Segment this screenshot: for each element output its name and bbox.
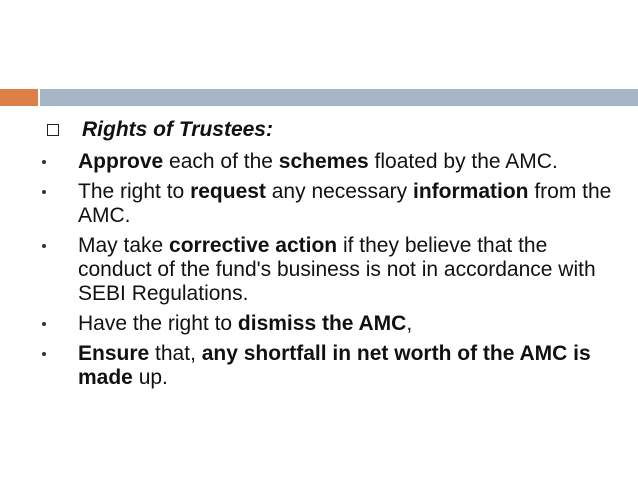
list-item-text [78, 342, 612, 390]
text-run: floated by the AMC. [368, 150, 558, 173]
bold-text-run: request [190, 180, 266, 203]
text-run: if they believe that the conduct of the fund's business is not in accordance with SEBI Regulations. [78, 234, 596, 305]
text-run: each of the [163, 150, 279, 173]
bullet-list [42, 150, 612, 390]
list-item [42, 234, 612, 306]
list-item-text [78, 234, 612, 306]
text-run: from the AMC. [78, 180, 612, 227]
text-run: May take [78, 234, 170, 257]
text-run: Have the right to [78, 312, 238, 335]
bold-text-run: any shortfall in net worth of the AMC is made [78, 342, 591, 389]
bullet-dot-icon [42, 352, 46, 356]
text-run: that, [149, 342, 202, 365]
bullet-dot-icon [42, 160, 46, 164]
bold-text-run: schemes [278, 150, 369, 173]
bullet-dot-icon [42, 322, 46, 326]
bold-text-run: Ensure [78, 342, 150, 365]
bullet-dot-icon [42, 190, 46, 194]
list-item [42, 312, 612, 336]
list-item-text [78, 150, 558, 174]
text-run: up. [132, 366, 168, 389]
bold-text-run: corrective action [169, 234, 338, 257]
list-item [42, 150, 612, 174]
slide-heading: Rights of Trustees: [82, 118, 273, 141]
text-run: The right to [78, 180, 191, 203]
bold-text-run: dismiss the AMC [237, 312, 407, 335]
list-item [42, 180, 612, 228]
list-item-text [78, 312, 412, 336]
heading-row [42, 118, 612, 142]
list-item [42, 342, 612, 390]
accent-bar-blue [40, 89, 638, 106]
text-run: any necessary [265, 180, 413, 203]
slide-content [42, 118, 612, 396]
text-run: , [406, 312, 413, 335]
bold-text-run: Approve [78, 150, 164, 173]
bullet-dot-icon [42, 244, 46, 248]
bold-text-run: information [413, 180, 529, 203]
checkbox-bullet-icon [47, 124, 59, 136]
accent-bar-orange [0, 89, 38, 106]
list-item-text [78, 180, 612, 228]
